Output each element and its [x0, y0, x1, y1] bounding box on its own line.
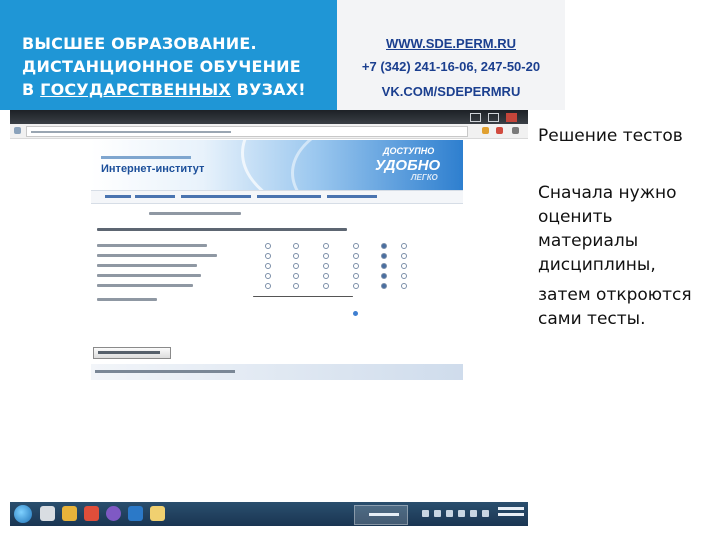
slide-text	[538, 124, 716, 337]
rating-radio[interactable]	[401, 283, 407, 289]
breadcrumb-item[interactable]	[181, 195, 251, 198]
active-window-label	[369, 513, 399, 516]
rating-radio[interactable]	[265, 283, 271, 289]
star-icon[interactable]	[482, 127, 489, 134]
taskbar	[10, 502, 528, 526]
banner-line-2: ДИСТАНЦИОННОЕ ОБУЧЕНИЕ	[22, 57, 301, 76]
extension-icon[interactable]	[496, 127, 503, 134]
breadcrumb-item[interactable]	[327, 195, 377, 198]
tray-icon[interactable]	[422, 510, 429, 517]
banner-line-3	[22, 80, 306, 99]
rating-radio[interactable]	[293, 283, 299, 289]
banner-slogan-block	[0, 0, 337, 110]
rating-radio[interactable]	[401, 243, 407, 249]
rating-radio[interactable]	[265, 263, 271, 269]
media-icon[interactable]	[84, 506, 99, 521]
criterion-label	[97, 284, 193, 287]
network-icon[interactable]	[458, 510, 465, 517]
brand-line-1: ДОСТУПНО	[383, 146, 435, 156]
menu-icon[interactable]	[512, 127, 519, 134]
breadcrumb	[91, 190, 463, 204]
address-bar[interactable]	[26, 126, 468, 137]
rating-radio[interactable]	[401, 253, 407, 259]
rating-radio[interactable]	[293, 273, 299, 279]
taskbar-active-window[interactable]	[354, 505, 408, 525]
rating-radio[interactable]	[381, 283, 387, 289]
rating-radio[interactable]	[323, 283, 329, 289]
brand-line-3: ЛЕГКО	[411, 173, 438, 182]
start-button-icon[interactable]	[14, 505, 32, 523]
comment-field[interactable]	[253, 296, 353, 297]
footer-text	[95, 370, 235, 373]
back-icon[interactable]	[14, 127, 21, 134]
criterion-label	[97, 254, 217, 257]
language-icon[interactable]	[482, 510, 489, 517]
brand-line-2: УДОБНО	[375, 157, 441, 174]
rating-radio[interactable]	[293, 243, 299, 249]
rating-radio[interactable]	[381, 243, 387, 249]
maximize-icon[interactable]	[488, 113, 499, 122]
browser-icon[interactable]	[128, 506, 143, 521]
cursor-icon	[353, 311, 358, 316]
rating-radio[interactable]	[293, 253, 299, 259]
site-footer	[91, 364, 463, 380]
volume-icon[interactable]	[470, 510, 477, 517]
rating-radio[interactable]	[353, 243, 359, 249]
files-icon[interactable]	[150, 506, 165, 521]
slide-paragraph-1: Сначала нужно оценить материалы дисциплины,	[538, 183, 677, 275]
minimize-icon[interactable]	[470, 113, 481, 122]
browser-titlebar	[10, 110, 528, 124]
site-header	[91, 140, 463, 190]
submit-button[interactable]	[93, 347, 171, 359]
comment-label	[97, 298, 157, 301]
close-icon[interactable]	[506, 113, 517, 122]
criterion-label	[97, 274, 201, 277]
explorer-icon[interactable]	[40, 506, 55, 521]
phone-numbers: +7 (342) 241-16-06, 247-50-20	[361, 59, 541, 74]
banner-line-3-suffix: ВУЗАХ!	[230, 80, 306, 99]
rating-radio[interactable]	[265, 273, 271, 279]
breadcrumb-item[interactable]	[135, 195, 175, 198]
submit-button-label	[98, 351, 160, 354]
rating-radio[interactable]	[353, 253, 359, 259]
site-subtitle	[101, 156, 191, 159]
rating-radio[interactable]	[323, 243, 329, 249]
rating-radio[interactable]	[265, 253, 271, 259]
rating-radio[interactable]	[293, 263, 299, 269]
banner-line-3-prefix: В	[22, 80, 41, 99]
rating-radio[interactable]	[323, 273, 329, 279]
rating-radio[interactable]	[323, 253, 329, 259]
rating-radio[interactable]	[353, 283, 359, 289]
rating-radio[interactable]	[381, 263, 387, 269]
slide-heading: Решение тестов	[538, 126, 683, 146]
institute-page	[91, 140, 463, 362]
folder-icon[interactable]	[62, 506, 77, 521]
survey-caption	[149, 212, 241, 215]
rating-radio[interactable]	[323, 263, 329, 269]
rating-radio[interactable]	[381, 273, 387, 279]
tray-icon[interactable]	[446, 510, 453, 517]
browser-toolbar	[10, 124, 528, 139]
viber-icon[interactable]	[106, 506, 121, 521]
vk-link[interactable]: VK.COM/SDEPERMRU	[381, 84, 521, 99]
site-title: Интернет-институт	[101, 163, 205, 175]
breadcrumb-item[interactable]	[257, 195, 321, 198]
criterion-label	[97, 244, 207, 247]
rating-radio[interactable]	[381, 253, 387, 259]
slide-paragraph-2: затем откроются сами тесты.	[538, 285, 692, 329]
website-link[interactable]: WWW.SDE.PERM.RU	[386, 36, 516, 51]
breadcrumb-item[interactable]	[105, 195, 131, 198]
banner-line-1: ВЫСШЕЕ ОБРАЗОВАНИЕ.	[22, 34, 257, 53]
criterion-label	[97, 264, 197, 267]
rating-radio[interactable]	[265, 243, 271, 249]
tray-icon[interactable]	[434, 510, 441, 517]
banner-line-3-underlined: ГОСУДАРСТВЕННЫХ	[40, 80, 231, 99]
rating-radio[interactable]	[401, 273, 407, 279]
promo-banner	[0, 0, 720, 110]
rating-radio[interactable]	[401, 263, 407, 269]
address-url	[31, 131, 231, 133]
banner-contacts	[337, 0, 565, 110]
rating-radio[interactable]	[353, 273, 359, 279]
system-clock[interactable]	[498, 507, 524, 519]
rating-radio[interactable]	[353, 263, 359, 269]
browser-screenshot	[10, 110, 528, 530]
survey-question	[97, 228, 347, 231]
